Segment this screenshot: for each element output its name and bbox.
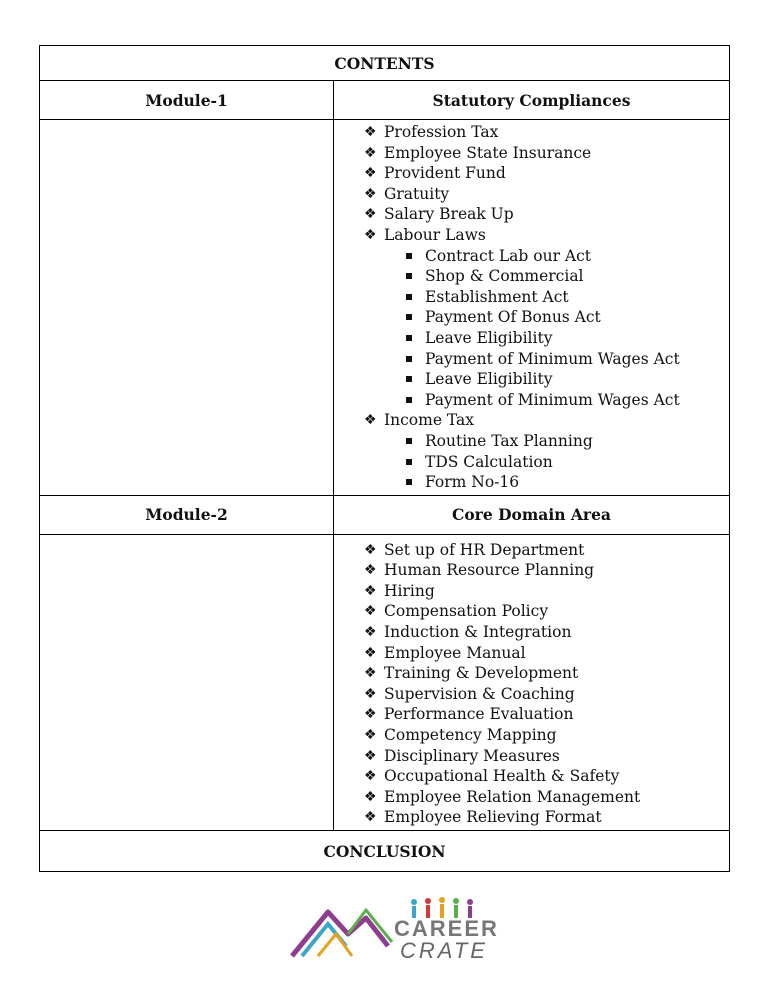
diamond-bullet-icon: ❖	[364, 644, 377, 661]
diamond-bullet-icon: ❖	[364, 685, 377, 702]
topic-label: Hiring	[384, 581, 435, 600]
topic-label: Set up of HR Department	[384, 540, 585, 559]
module-1-topics	[334, 120, 730, 496]
topic-label: Labour Laws	[384, 225, 486, 244]
topic-label: Compensation Policy	[384, 602, 549, 621]
diamond-bullet-icon: ❖	[364, 562, 377, 579]
topic-label: Human Resource Planning	[384, 561, 595, 580]
diamond-bullet-icon: ❖	[364, 603, 377, 620]
topic-item	[364, 410, 729, 431]
topic-item	[364, 746, 729, 767]
topic-item	[364, 643, 729, 664]
topic-item	[364, 560, 729, 581]
topic-label: Employee Relation Management	[384, 787, 641, 806]
diamond-bullet-icon: ❖	[364, 206, 377, 223]
topic-label: Employee State Insurance	[384, 143, 592, 162]
module-2-blank-cell	[40, 534, 334, 830]
subtopic-label: TDS Calculation	[425, 452, 553, 471]
contents-title: CONTENTS	[40, 46, 730, 81]
subtopic-label: Establishment Act	[425, 287, 569, 306]
topic-item	[364, 184, 729, 205]
diamond-bullet-icon: ❖	[364, 541, 377, 558]
module-1-label: Module-1	[40, 81, 334, 120]
square-bullet-icon	[406, 479, 412, 485]
subtopic-item	[406, 246, 729, 267]
logo-text-crate: CRATE	[400, 938, 488, 962]
topic-label: Gratuity	[384, 184, 450, 203]
subtopic-label: Payment of Minimum Wages Act	[425, 390, 680, 409]
subtopic-label: Form No-16	[425, 473, 520, 492]
topic-label: Salary Break Up	[384, 205, 514, 224]
subtopic-label: Leave Eligibility	[425, 370, 553, 389]
topic-label: Disciplinary Measures	[384, 746, 560, 765]
topic-item	[364, 807, 729, 828]
topic-label: Induction & Integration	[384, 623, 572, 642]
topic-label: Income Tax	[384, 411, 475, 430]
topic-item	[364, 143, 729, 164]
diamond-bullet-icon: ❖	[364, 747, 377, 764]
square-bullet-icon	[406, 397, 412, 403]
topic-item	[364, 122, 729, 143]
diamond-bullet-icon: ❖	[364, 582, 377, 599]
topic-item	[364, 204, 729, 225]
topic-label: Employee Manual	[384, 643, 526, 662]
topic-item	[364, 766, 729, 787]
topic-item	[364, 787, 729, 808]
topic-label: Provident Fund	[384, 164, 506, 183]
topic-item	[364, 225, 729, 246]
subtopic-item	[406, 452, 729, 473]
topic-label: Competency Mapping	[384, 726, 557, 745]
contents-table	[39, 45, 730, 872]
diamond-bullet-icon: ❖	[364, 665, 377, 682]
square-bullet-icon	[406, 438, 412, 444]
conclusion-heading: CONCLUSION	[40, 831, 730, 872]
topic-label: Profession Tax	[384, 123, 499, 141]
square-bullet-icon	[406, 314, 412, 320]
topic-item	[364, 725, 729, 746]
career-crate-logo	[288, 896, 508, 962]
diamond-bullet-icon: ❖	[364, 768, 377, 785]
subtopic-item	[406, 431, 729, 452]
module-2-label: Module-2	[40, 495, 334, 534]
square-bullet-icon	[406, 294, 412, 300]
module-1-heading: Statutory Compliances	[334, 81, 730, 120]
module-2-topic-list	[334, 535, 729, 830]
topic-label: Occupational Health & Safety	[384, 767, 620, 786]
module-1-blank-cell	[40, 120, 334, 496]
topic-item	[364, 622, 729, 643]
topic-item	[364, 663, 729, 684]
topic-item	[364, 581, 729, 602]
module-2-topics	[334, 534, 730, 830]
topic-label: Employee Relieving Format	[384, 808, 602, 827]
subtopic-item	[406, 472, 729, 493]
square-bullet-icon	[406, 273, 412, 279]
subtopic-item	[406, 266, 729, 287]
topic-item	[364, 163, 729, 184]
subtopic-item	[406, 369, 729, 390]
logo-text-career: CAREER	[394, 916, 499, 941]
subtopic-list	[364, 431, 729, 493]
subtopic-label: Shop & Commercial	[425, 267, 584, 286]
diamond-bullet-icon: ❖	[364, 412, 377, 429]
diamond-bullet-icon: ❖	[364, 185, 377, 202]
module-1-topic-list	[334, 120, 729, 495]
subtopic-item	[406, 287, 729, 308]
diamond-bullet-icon: ❖	[364, 809, 377, 826]
diamond-bullet-icon: ❖	[364, 124, 377, 140]
diamond-bullet-icon: ❖	[364, 788, 377, 805]
topic-item	[364, 601, 729, 622]
topic-label: Performance Evaluation	[384, 705, 574, 724]
topic-item	[364, 684, 729, 705]
diamond-bullet-icon: ❖	[364, 727, 377, 744]
square-bullet-icon	[406, 376, 412, 382]
square-bullet-icon	[406, 356, 412, 362]
diamond-bullet-icon: ❖	[364, 144, 377, 161]
people-figures-icon	[411, 897, 473, 918]
subtopic-label: Contract Lab our Act	[425, 246, 592, 265]
module-2-heading: Core Domain Area	[334, 495, 730, 534]
subtopic-item	[406, 307, 729, 328]
diamond-bullet-icon: ❖	[364, 624, 377, 641]
subtopic-item	[406, 349, 729, 370]
mountain-icon	[292, 910, 392, 956]
subtopic-list	[364, 246, 729, 411]
square-bullet-icon	[406, 335, 412, 341]
subtopic-label: Leave Eligibility	[425, 328, 553, 347]
square-bullet-icon	[406, 253, 412, 259]
subtopic-label: Payment of Minimum Wages Act	[425, 349, 680, 368]
subtopic-label: Payment Of Bonus Act	[425, 308, 601, 327]
diamond-bullet-icon: ❖	[364, 165, 377, 182]
topic-label: Supervision & Coaching	[384, 684, 575, 703]
square-bullet-icon	[406, 459, 412, 465]
subtopic-item	[406, 390, 729, 411]
diamond-bullet-icon: ❖	[364, 706, 377, 723]
topic-item	[364, 704, 729, 725]
topic-label: Training & Development	[384, 664, 579, 683]
subtopic-label: Routine Tax Planning	[425, 431, 593, 450]
topic-item	[364, 540, 729, 561]
subtopic-item	[406, 328, 729, 349]
diamond-bullet-icon: ❖	[364, 226, 377, 243]
